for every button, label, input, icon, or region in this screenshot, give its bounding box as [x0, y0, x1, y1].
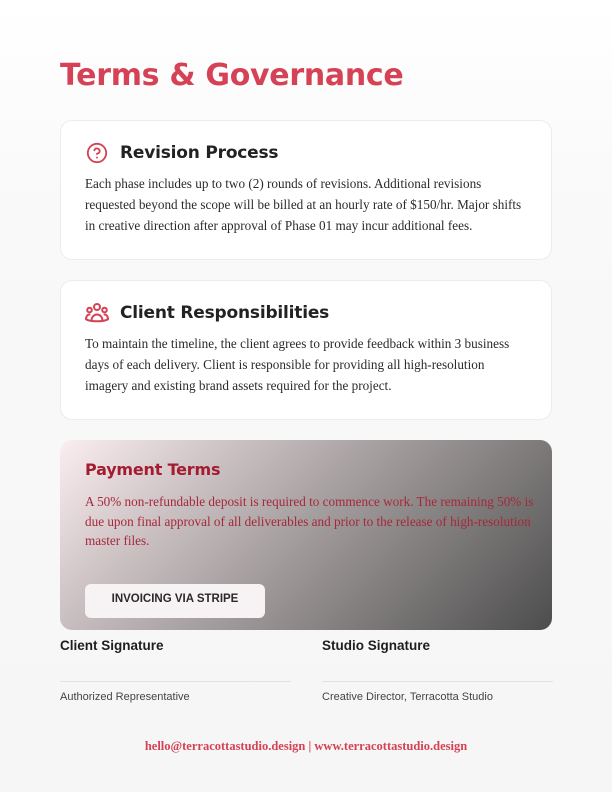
section-title: Revision Process: [120, 143, 279, 163]
client-responsibilities-card: [60, 280, 552, 420]
client-signature-block: [60, 638, 291, 703]
revision-process-card: [60, 120, 552, 260]
client-signature-title: Client Signature: [60, 638, 164, 653]
section-body: Each phase includes up to two (2) rounds of revisions. Additional revisions requested beyond the scope will be billed at an hourly rate of $150/hr. Major shifts in creative direction after approval of Phase 01 may incur additional fees.: [85, 176, 522, 233]
studio-signature-role: Creative Director, Terracotta Studio: [322, 691, 493, 703]
client-signature-line[interactable]: [60, 681, 291, 682]
studio-signature-block: [322, 638, 553, 703]
footer-website-link[interactable]: www.terracottastudio.design: [314, 739, 468, 753]
footer-email-link[interactable]: hello@terracottastudio.design: [144, 739, 306, 753]
footer-separator: |: [305, 739, 315, 753]
page-title: Terms & Governance: [60, 58, 404, 93]
payment-title: Payment Terms: [85, 460, 221, 479]
studio-signature-title: Studio Signature: [322, 638, 430, 653]
client-signature-role: Authorized Representative: [60, 691, 190, 703]
section-body: To maintain the timeline, the client agrees to provide feedback within 3 business days of each delivery. Client is responsible for providing all high-resolution imagery and existing brand assets required for the project.: [85, 336, 510, 393]
users-group-icon: [85, 301, 109, 325]
footer-contact: [0, 739, 612, 754]
card-header: [85, 141, 278, 165]
question-circle-icon: [85, 141, 109, 165]
invoicing-via-stripe-button[interactable]: INVOICING VIA STRIPE: [85, 584, 265, 618]
studio-signature-line[interactable]: [322, 681, 553, 682]
card-header: [85, 301, 329, 325]
section-title: Client Responsibilities: [120, 303, 330, 323]
payment-terms-card: [60, 440, 552, 630]
payment-body: A 50% non-refundable deposit is required to commence work. The remaining 50% is due upon final approval of all deliverables and prior to the release of high-resolution master files.: [85, 494, 534, 548]
